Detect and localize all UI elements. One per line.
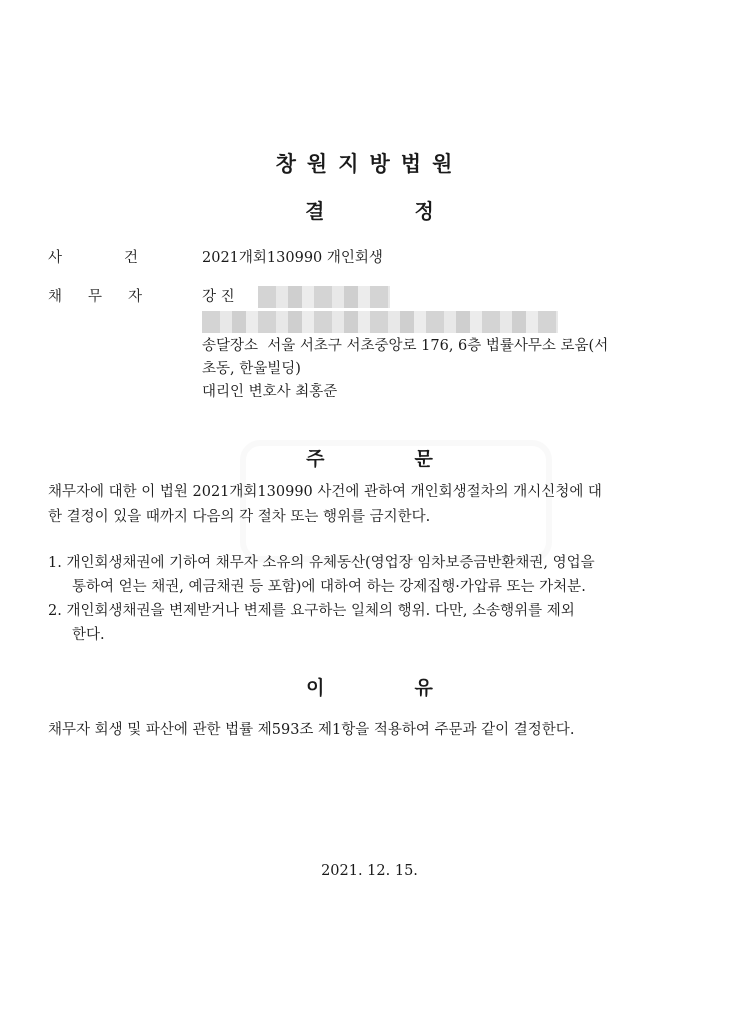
court-name: 창원지방법원 bbox=[275, 152, 464, 176]
case-label: 사 건 bbox=[48, 250, 139, 266]
order-heading-part-1: 주 bbox=[306, 448, 325, 470]
case-number: 2021개회130990 개인회생 bbox=[202, 250, 383, 266]
document-title bbox=[0, 195, 739, 224]
debtor-label: 채 무 자 bbox=[48, 289, 143, 305]
agent-lawyer: 대리인 변호사 최홍준 bbox=[202, 384, 338, 400]
order-item-1-line-2: 통하여 얻는 채권, 예금채권 등 포함)에 대하여 하는 강제집행·가압류 또는 가처분. bbox=[72, 579, 586, 595]
service-address bbox=[202, 339, 608, 354]
debtor-name: 강 진 bbox=[202, 289, 235, 305]
order-intro-line-1: 채무자에 대한 이 법원 2021개회130990 사건에 관하여 개인회생절차의 개시신청에 대 bbox=[48, 484, 602, 500]
service-address-label: 송달장소 bbox=[202, 338, 259, 354]
reason-text: 채무자 회생 및 파산에 관한 법률 제593조 제1항을 적용하여 주문과 같이 결정한다. bbox=[48, 722, 575, 738]
reason-heading-part-1: 이 bbox=[306, 677, 325, 699]
order-heading bbox=[0, 444, 739, 471]
redacted-name-block bbox=[258, 286, 390, 308]
document-title-part-1: 결 bbox=[305, 199, 325, 223]
reason-heading bbox=[0, 673, 739, 700]
decision-date: 2021. 12. 15. bbox=[321, 863, 418, 879]
reason-heading-part-2: 유 bbox=[414, 677, 433, 699]
order-intro-line-2: 한 결정이 있을 때까지 다음의 각 절차 또는 행위를 금지한다. bbox=[48, 509, 431, 525]
service-address-line-2: 초동, 한울빌딩) bbox=[202, 361, 301, 377]
service-address-line-1: 서울 서초구 서초중앙로 176, 6층 법률사무소 로움(서 bbox=[267, 338, 609, 354]
order-item-2-line-1: 2. 개인회생채권을 변제받거나 변제를 요구하는 일체의 행위. 다만, 소송행위를 제외 bbox=[48, 603, 575, 619]
document-title-part-2: 정 bbox=[414, 199, 434, 223]
order-item-1-line-1: 1. 개인회생채권에 기하여 채무자 소유의 유체동산(영업장 임차보증금반환채권, 영업을 bbox=[48, 555, 595, 571]
redacted-address-block bbox=[202, 311, 558, 333]
order-item-2-line-2: 한다. bbox=[72, 627, 105, 643]
order-heading-part-2: 문 bbox=[414, 448, 433, 470]
